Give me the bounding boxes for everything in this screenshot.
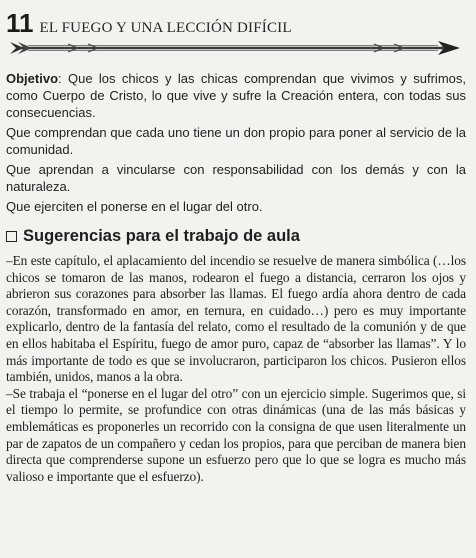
suggestions-title: Sugerencias para el trabajo de aula [23, 227, 300, 245]
chapter-title: EL FUEGO Y UNA LECCIÓN DIFÍCIL [39, 20, 292, 36]
objective-block [6, 70, 466, 215]
chapter-number: 11 [6, 8, 34, 38]
chapter-header [6, 8, 466, 38]
objective-paragraph: Que aprendan a vincularse con responsabilidad con los demás y con la naturaleza. [6, 162, 466, 194]
objective-text: : Que los chicos y las chicas comprendan que vivimos y sufrimos, como Cuerpo de Cristo, lo que vive y sufre la Creación entera, con todas sus consecuencias. [6, 71, 466, 120]
suggestions-body [6, 253, 466, 485]
suggestion-paragraph: –En este capítulo, el aplacamiento del incendio se resuelve de manera simbólica (…los chicos se tomaron de las manos, rodearon el fuego a distancia, cerraron los ojos y abrieron sus corazones para absorber las llamas. El fuego ardía ahora dentro de cada corazón, transformado en amor, en ternura, en cuidado…) pero es muy importante explicarlo, dentro de la fantasía del relato, como el resultado de la comunión y de que en ellos habitaba el Espíritu, fuego de amor puro, capaz de “absorber las llamas”. Y lo más importante de todo es que se involucraron, participaron los chicos. Pusieron ellos también, unidos, manos a la obra. [6, 253, 466, 385]
objective-paragraph: Que ejerciten el ponerse en el lugar del otro. [6, 199, 263, 214]
objective-paragraph [6, 70, 466, 121]
suggestion-paragraph: –Se trabaja el “ponerse en el lugar del otro” con un ejercicio simple. Sugerimos que, si el tiempo lo permite, se profundice con otras dinámicas (una de las más básicas y emblemáticas es proponerles un recorrido con la consigna de que usen literalmente un par de zapatos de un compañero y cedan los propios, para que perciban de manera bien directa que comprenderse supone un esfuerzo pero que lo que se logra es mucho más valioso e importante que el esfuerzo). [6, 385, 466, 484]
objective-paragraph: Que comprendan que cada uno tiene un don propio para poner al servicio de la comunidad. [6, 125, 466, 157]
checkbox-icon [6, 231, 17, 242]
suggestions-heading [6, 225, 466, 247]
objective-label: Objetivo [6, 71, 59, 86]
